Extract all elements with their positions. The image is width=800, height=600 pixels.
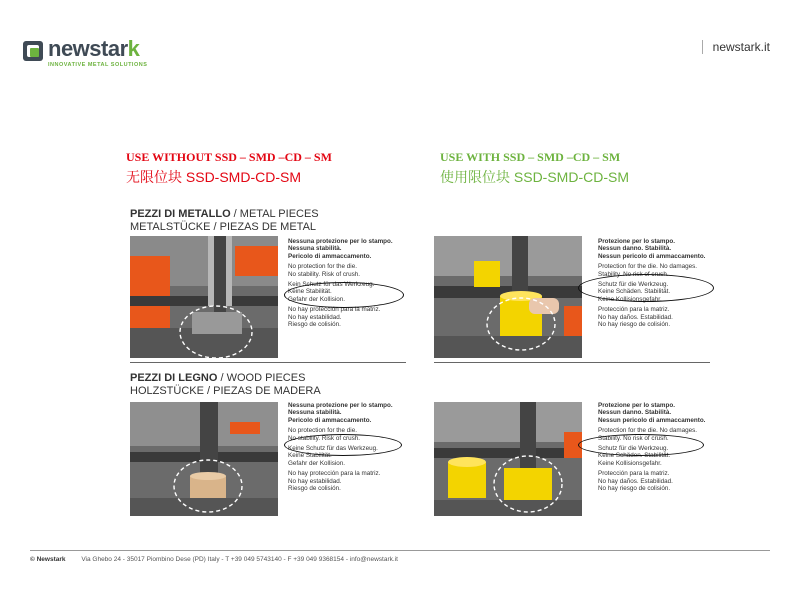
right-title-en: USE WITH SSD – SMD –CD – SM	[440, 150, 621, 164]
left-title-cn: 无限位块 SSD-SMD-CD-SM	[126, 169, 301, 185]
logo-wordmark: newstark	[48, 36, 140, 61]
desc-it: Protezione per lo stampo. Nessun danno. Stabilità. Nessun pericolo di ammaccamento.	[598, 402, 706, 424]
site-url: newstark.it	[702, 40, 770, 54]
footer-address: Via Ghebo 24 - 35017 Piombino Dese (PD) Italy - T +39 049 5743140 - F +39 049 9368154 - info@newstark.it	[81, 556, 398, 563]
desc-es: Protección para la matriz. No hay daños. Estabilidad. No hay riesgo de colisión.	[598, 470, 673, 493]
desc-de: Schutz für die Werkzeug. Keine Schäden. Stabilität. Keine Kollisionsgefahr.	[598, 445, 671, 467]
left-title-en: USE WITHOUT SSD – SMD –CD – SM	[126, 150, 332, 164]
section-heading-wood: PEZZI DI LEGNO / WOOD PIECES HOLZSTÜCKE / PIEZAS DE MADERA	[130, 372, 321, 397]
section-heading-metal: PEZZI DI METALLO / METAL PIECES METALSTÜCKE / PIEZAS DE METAL	[130, 208, 319, 233]
desc-en: Protection for the die. No damages. Stability. No risk of crush.	[598, 427, 698, 442]
highlight-oval	[284, 434, 402, 456]
footer-divider	[30, 550, 770, 551]
photo-metal-without	[130, 236, 278, 358]
photo-metal-with	[434, 236, 582, 358]
section-divider	[130, 362, 406, 363]
section-divider	[434, 362, 710, 363]
desc-en: No protection for the die. No stability. Risk of crush.	[288, 427, 360, 442]
footer-brand: © Newstark	[30, 556, 66, 563]
desc-en: No protection for the die. No stability. Risk of crush.	[288, 263, 360, 278]
desc-es: No hay protección para la matriz. No hay estabilidad. Riesgo de colisión.	[288, 470, 381, 493]
desc-it: Protezione per lo stampo. Nessun danno. Stabilità. Nessun pericolo di ammaccamento.	[598, 238, 706, 260]
desc-de: Schutz für die Werkzeug. Keine Schäden. Stabilität. Keine Kollisionsgefahr.	[598, 281, 671, 303]
newstark-logo-icon	[22, 40, 44, 62]
logo-tagline: INNOVATIVE METAL SOLUTIONS	[48, 62, 148, 68]
desc-es: Protección para la matriz. No hay daños. Estabilidad. No hay riesgo de colisión.	[598, 306, 673, 329]
desc-it: Nessuna protezione per lo stampo. Nessuna stabilità. Pericolo di ammaccamento.	[288, 402, 393, 424]
desc-de: Keine Schutz für das Werkzeug. Keine Stabilität. Gefahr der Kollision.	[288, 445, 378, 467]
highlight-oval	[578, 274, 714, 302]
desc-es: No hay protección para la matriz. No hay estabilidad. Riesgo de colisión.	[288, 306, 381, 329]
desc-en: Protection for the die. No damages. Stability. No risk of crush.	[598, 263, 698, 278]
highlight-oval	[284, 282, 404, 308]
footer	[30, 556, 398, 563]
desc-it: Nessuna protezione per lo stampo. Nessuna stabilità. Pericolo di ammaccamento.	[288, 238, 393, 260]
newstark-logo	[22, 36, 152, 76]
right-title-cn: 使用限位块 SSD-SMD-CD-SM	[440, 169, 629, 185]
desc-de: Kein Schutz für das Werkzeug. Keine Stabilität. Gefahr der Kollision.	[288, 281, 375, 303]
comparison-panel	[122, 200, 706, 520]
photo-wood-with	[434, 402, 582, 516]
highlight-oval	[578, 434, 704, 456]
photo-wood-without	[130, 402, 278, 516]
